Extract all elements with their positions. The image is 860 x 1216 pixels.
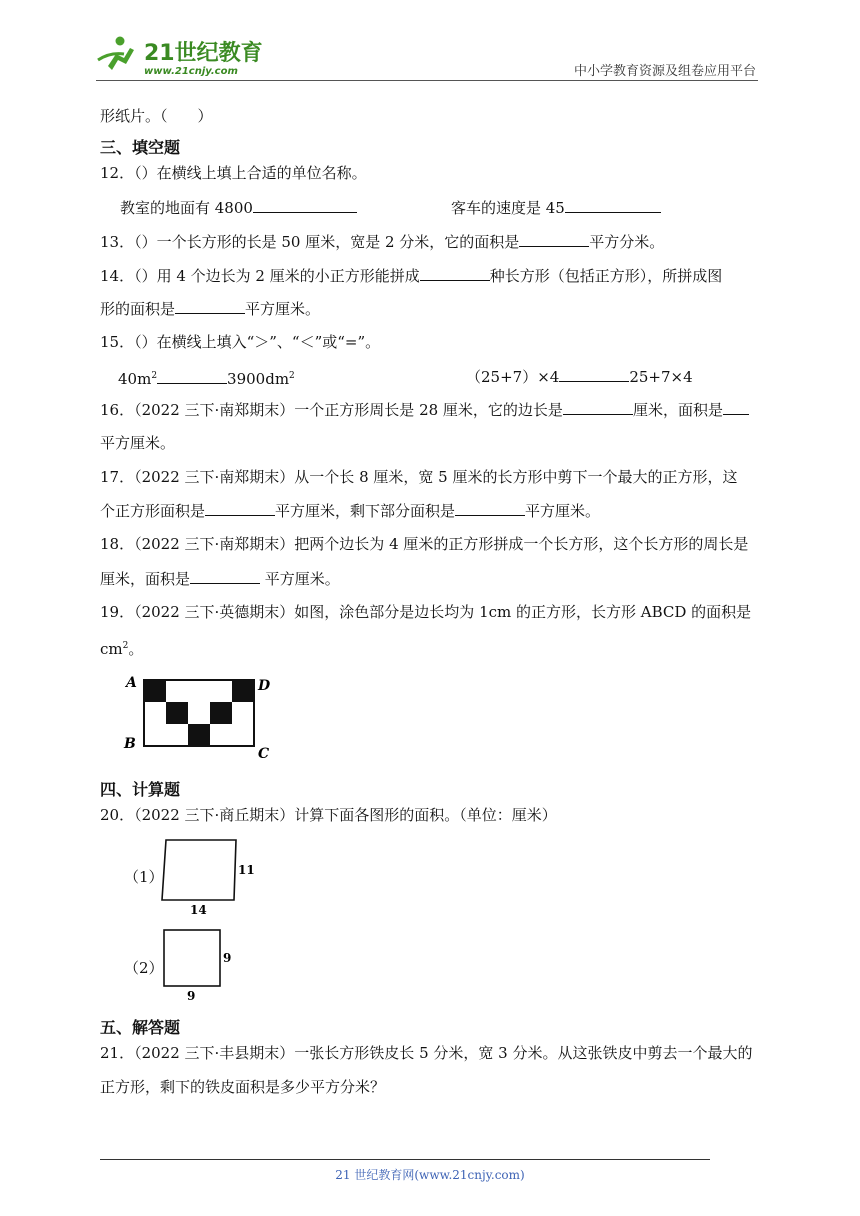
question-16-line-2: 平方厘米。 xyxy=(100,434,176,452)
answer-blank[interactable] xyxy=(455,500,525,516)
section-4-title: 四、计算题 xyxy=(100,780,181,799)
question-18-line-1: 18．（2022 三下·南郑期末）把两个边长为 4 厘米的正方形拼成一个长方形，这个长方形的周长是 xyxy=(100,535,749,553)
question-20: 20．（2022 三下·商丘期末）计算下面各图形的面积。（单位：厘米） xyxy=(100,806,557,824)
shaded-square xyxy=(166,702,188,724)
question-19-line-2: $cm^2$。 xyxy=(100,640,144,658)
vertex-b-label: B xyxy=(124,736,136,752)
answer-blank[interactable] xyxy=(563,399,633,415)
question-16-line-1: 16．（2022 三下·南郑期末）一个正方形周长是 28 厘米，它的边长是 厘米，面积是 xyxy=(100,399,749,420)
svg-text:21世纪教育: 21世纪教育 xyxy=(144,41,263,66)
shaded-square xyxy=(144,680,166,702)
base-label: 9 xyxy=(187,989,196,1003)
shaded-square xyxy=(210,702,232,724)
question-12: 12．（）在横线上填上合适的单位名称。 xyxy=(100,164,367,182)
answer-blank[interactable] xyxy=(723,399,749,415)
question-18-line-2: 厘米，面积是 平方厘米。 xyxy=(100,570,340,588)
base-label: 14 xyxy=(190,903,207,917)
question-14-line-1: 14．（）用 4 个边长为 2 厘米的小正方形能拼成 种长方形（包括正方形），所拼成图 xyxy=(100,267,723,285)
question-17-line-2: 个正方形面积是 平方厘米，剩下部分面积是 平方厘米。 xyxy=(100,502,601,520)
figure-1-label: （1） xyxy=(124,868,164,886)
figure-2-label: （2） xyxy=(124,959,164,977)
answer-blank[interactable] xyxy=(420,265,490,281)
question-14-line-2: 形的面积是 平方厘米。 xyxy=(100,300,321,318)
figure-2-square xyxy=(160,924,240,1004)
question-21-line-2: 正方形，剩下的铁皮面积是多少平方分米？ xyxy=(100,1078,386,1096)
platform-name: 中小学教育资源及组卷应用平台 xyxy=(573,64,756,79)
question-21-line-1: 21．（2022 三下·丰县期末）一张长方形铁皮长 5 分米，宽 3 分米。从这张铁皮中剪去一个最大的 xyxy=(100,1044,753,1062)
answer-blank[interactable] xyxy=(519,231,589,247)
answer-blank[interactable] xyxy=(559,366,629,382)
question-12-part-b: 客车的速度是 45 xyxy=(451,197,661,218)
question-11-tail: 形纸片。（ ） xyxy=(100,107,213,125)
svg-text:www.21cnjy.com: www.21cnjy.com xyxy=(144,66,238,77)
site-logo xyxy=(94,32,264,78)
vertex-d-label: D xyxy=(258,678,271,694)
runner-logo-icon xyxy=(98,37,134,71)
question-19-line-1: 19．（2022 三下·英德期末）如图，涂色部分是边长均为 1cm 的正方形，长方形 ABCD 的面积是 xyxy=(100,603,752,621)
figure-1-parallelogram xyxy=(160,836,256,918)
answer-blank[interactable] xyxy=(190,568,260,584)
side-label: 9 xyxy=(223,951,232,965)
answer-blank[interactable] xyxy=(175,298,245,314)
header-divider xyxy=(96,80,758,81)
section-5-title: 五、解答题 xyxy=(100,1018,181,1037)
figure-rectangle-abcd xyxy=(122,672,282,762)
shaded-square xyxy=(188,724,210,746)
square-shape xyxy=(164,930,220,986)
answer-blank[interactable] xyxy=(157,368,227,384)
answer-blank[interactable] xyxy=(253,197,357,213)
question-15: 15．（）在横线上填入“＞”、“＜”或“=”。 xyxy=(100,333,381,351)
question-15-part-a: $40m^2$ $3900dm^2$ xyxy=(118,370,295,388)
vertex-c-label: C xyxy=(258,746,270,762)
vertex-a-label: A xyxy=(126,675,137,691)
section-3-title: 三、填空题 xyxy=(100,138,181,157)
footer-text[interactable]: 21 世纪教育网(www.21cnjy.com) xyxy=(335,1168,525,1182)
answer-blank[interactable] xyxy=(205,500,275,516)
shaded-square xyxy=(232,680,254,702)
question-17-line-1: 17．（2022 三下·南郑期末）从一个长 8 厘米，宽 5 厘米的长方形中剪下一个最大的正方形，这 xyxy=(100,468,738,486)
question-12-part-a: 教室的地面有 4800 xyxy=(120,197,357,218)
height-label: 11 xyxy=(238,863,255,877)
answer-blank[interactable] xyxy=(565,197,661,213)
parallelogram-shape xyxy=(162,840,236,900)
question-15-part-b: （25+7）×4 25+7×4 xyxy=(466,368,693,386)
footer-divider xyxy=(100,1159,710,1160)
question-13: 13．（）一个长方形的长是 50 厘米，宽是 2 分米，它的面积是 平方分米。 xyxy=(100,233,665,251)
